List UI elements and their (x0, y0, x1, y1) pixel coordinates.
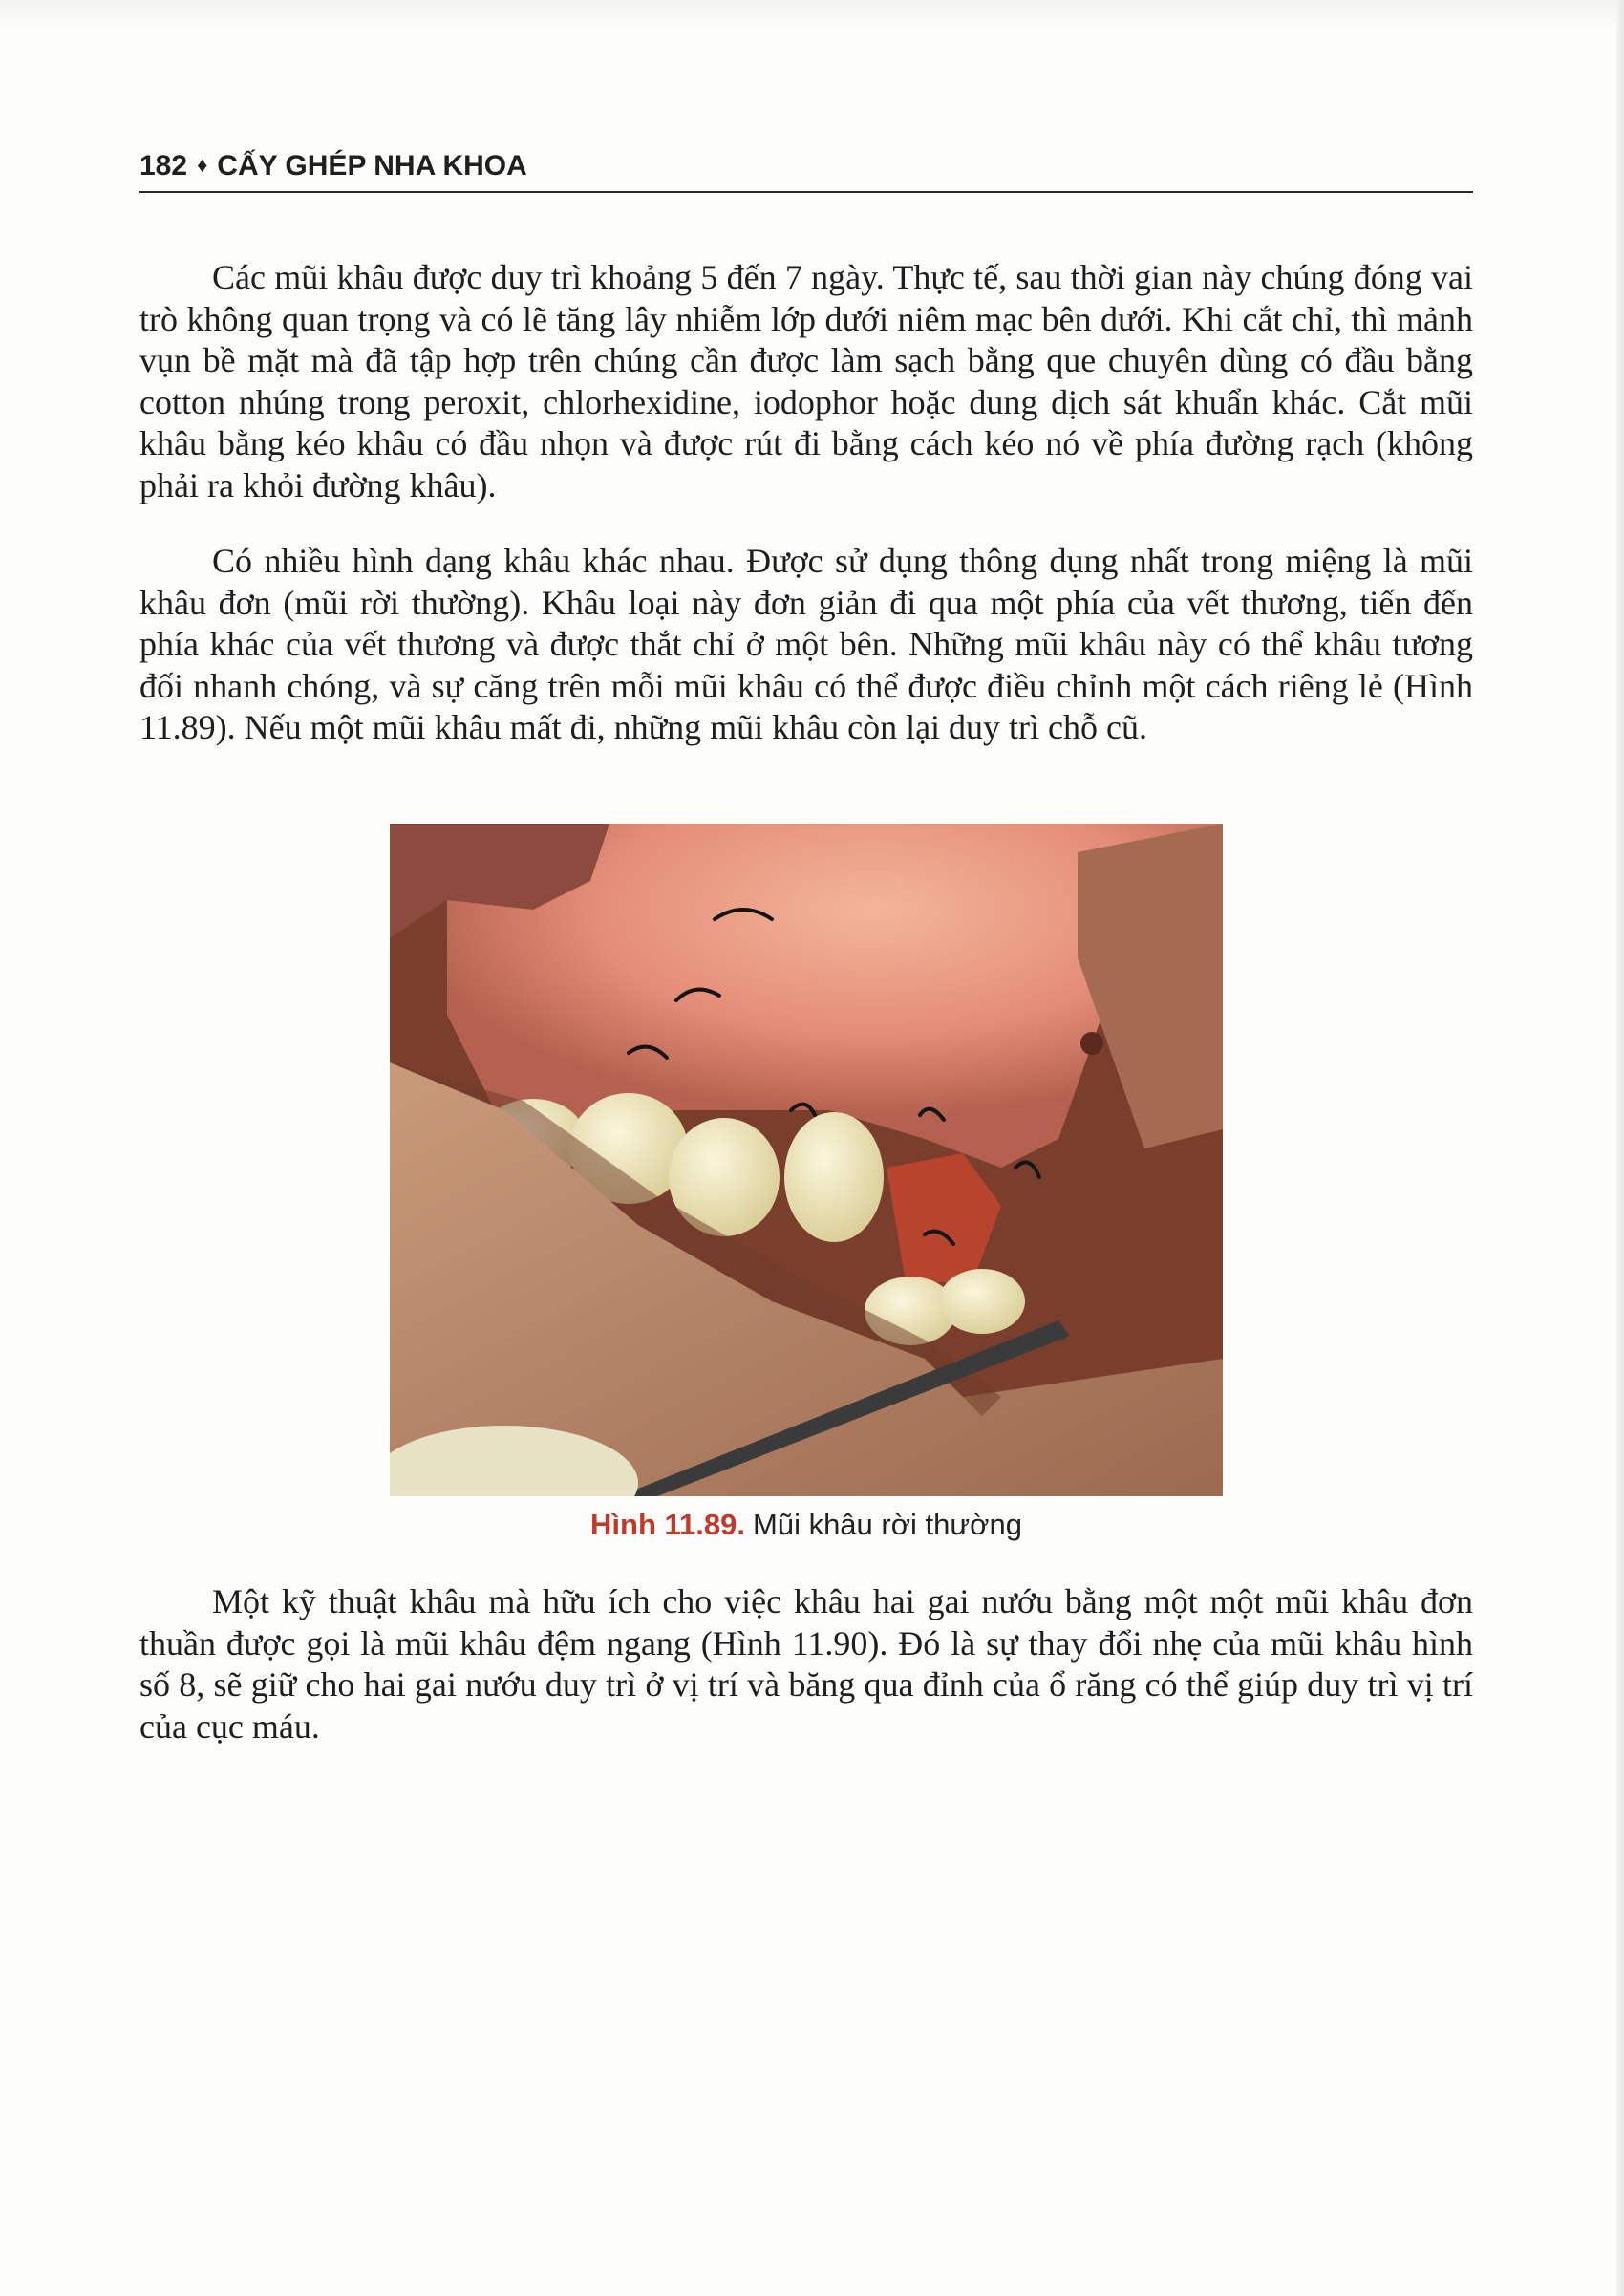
figure-caption (139, 1508, 1473, 1542)
paragraph-suture-removal: Các mũi khâu được duy trì khoảng 5 đến 7 ngày. Thực tế, sau thời gian này chúng đóng vai trò không quan trọng và có lẽ tăng lây nhiễm lớp dưới niêm mạc bên dưới. Khi cắt chỉ, thì mảnh vụn bề mặt mà đã tập hợp trên chúng cần được làm sạch bằng que chuyên dùng có đầu bằng cotton nhúng trong peroxit, chlorhexidine, iodophor hoặc dung dịch sát khuẩn khác. Cắt mũi khâu bằng kéo khâu có đầu nhọn và được rút đi bằng cách kéo nó về phía đường rạch (không phải ra khỏi đường khâu). (139, 258, 1473, 504)
page-number: 182 (139, 150, 188, 182)
scan-edge-top (0, 0, 1624, 32)
figure-interrupted-suture-photo (390, 824, 1223, 1496)
scan-edge-right (1616, 0, 1624, 2296)
diamond-separator-icon: ♦ (197, 153, 208, 177)
figure-caption-text: Mũi khâu rời thường (753, 1508, 1022, 1541)
paragraph-horizontal-mattress: Một kỹ thuật khâu mà hữu ích cho việc khâu hai gai nướu bằng một một mũi khâu đơn thuần được gọi là mũi khâu đệm ngang (Hình 11.90). Đó là sự thay đổi nhẹ của mũi khâu hình số 8, sẽ giữ cho hai gai nướu duy trì ở vị trí và băng qua đỉnh của ổ răng có thể giúp duy trì vị trí của cục máu. (139, 1582, 1473, 1746)
figure-label: Hình 11.89. (590, 1508, 745, 1541)
book-title: CẤY GHÉP NHA KHOA (217, 150, 527, 182)
running-header (139, 147, 1473, 193)
paragraph-suture-types: Có nhiều hình dạng khâu khác nhau. Được sử dụng thông dụng nhất trong miệng là mũi khâu đơn (mũi rời thường). Khâu loại này đơn giản đi qua một phía của vết thương, tiến đến phía khác của vết thương và được thắt chỉ ở một bên. Những mũi khâu này có thể khâu tương đối nhanh chóng, và sự căng trên mỗi mũi khâu có thể được điều chỉnh một cách riêng lẻ (Hình 11.89). Nếu một mũi khâu mất đi, những mũi khâu còn lại duy trì chỗ cũ. (139, 542, 1473, 746)
